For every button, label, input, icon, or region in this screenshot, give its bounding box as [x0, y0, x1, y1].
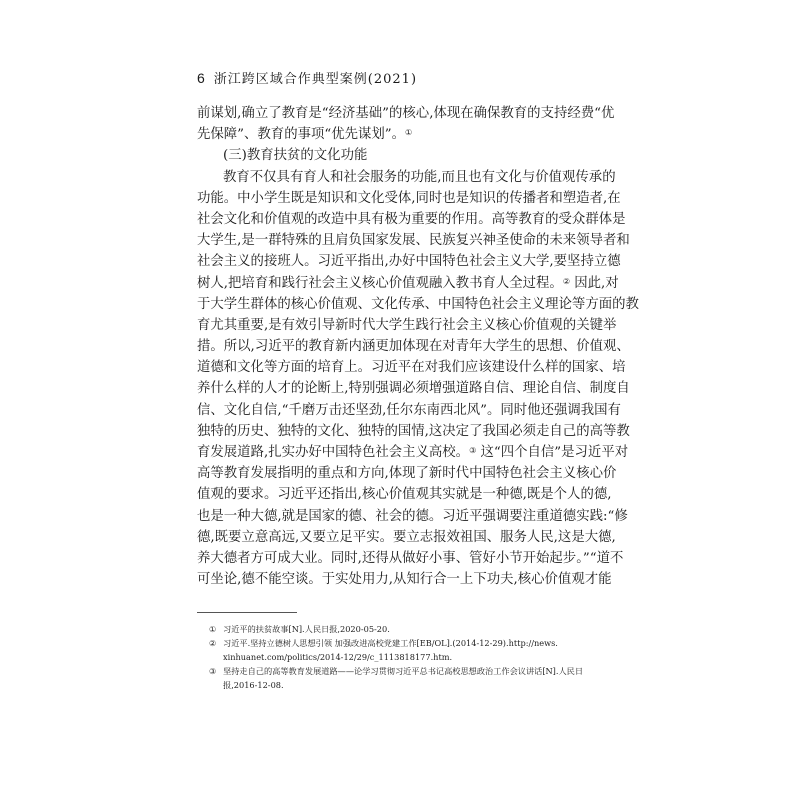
- footnotes: [197, 623, 607, 693]
- footnote-ref[interactable]: ②: [562, 276, 570, 286]
- footnote-text: 坚持走自己的高等教育发展道路——论学习贯彻习近平总书记高校思想政治工作会议讲话[N].人民日: [223, 666, 584, 677]
- body-line: [197, 294, 639, 315]
- footnote-ref[interactable]: ③: [469, 446, 477, 455]
- body-line: [197, 548, 624, 569]
- line-text: 德,既要立意高远,又要立足平实。要立志报效祖国、服务人民,这是大德,: [197, 529, 616, 545]
- body-line: [197, 400, 621, 421]
- body-line: [197, 357, 626, 378]
- body-line: [197, 188, 621, 209]
- body-line: [197, 463, 617, 484]
- book-title: 浙江跨区域合作典型案例(2021): [213, 72, 418, 87]
- body-line: [197, 506, 628, 527]
- footnote-text: 习近平.坚持立德树人思想引领 加强改进高校党建工作[EB/OL].(2014-12-29).http://news.: [223, 638, 558, 649]
- line-text: 高等教育发展指明的重点和方向,体现了新时代中国特色社会主义核心价: [197, 466, 617, 482]
- running-header: [197, 68, 417, 87]
- line-text-continued: 这“四个自信”是习近平对: [476, 445, 629, 460]
- line-text: 功能。中小学生既是知识和文化受体,同时也是知识的传播者和塑造者,在: [197, 190, 621, 206]
- line-text: 独特的历史、独特的文化、独特的国情,这决定了我国必须走自己的高等教: [197, 423, 630, 439]
- body-line: [197, 527, 616, 548]
- body-line: [197, 442, 629, 463]
- line-text: 措。所以,习近平的教育新内涵更加体现在对青年大学生的思想、价值观、: [197, 339, 630, 355]
- footnote-divider: [197, 612, 297, 613]
- line-text: 信、文化自信,“千磨万击还坚劲,任尔东南西北风”。同时他还强调我国有: [197, 402, 621, 418]
- line-text: 育发展道路,扎实办好中国特色社会主义高校。: [197, 445, 470, 460]
- footnote-ref[interactable]: ①: [405, 128, 413, 138]
- body-line: [197, 209, 626, 230]
- line-text: 大学生,是一群特殊的且肩负国家发展、民族复兴神圣使命的未来领导者和: [197, 233, 630, 249]
- footnote-text: 报,2016-12-08.: [223, 679, 284, 690]
- footnote: [197, 623, 607, 636]
- body-line: [197, 484, 612, 505]
- body-line: [197, 251, 621, 272]
- line-text: 养什么样的人才的论断上,特别强调必须增强道路自信、理论自信、制度自: [197, 381, 630, 397]
- body-text: [197, 103, 639, 590]
- footnote-mark: ②: [209, 638, 217, 649]
- footnote-mark: ③: [209, 666, 217, 677]
- body-line: [197, 273, 619, 294]
- body-line: [197, 421, 630, 442]
- body-line: [197, 103, 615, 124]
- line-text: 也是一种大德,就是国家的德、社会的德。习近平强调要注重道德实践:“修: [197, 508, 628, 524]
- line-text: 值观的要求。习近平还指出,核心价值观其实就是一种德,既是个人的德,: [197, 487, 612, 503]
- footnote-mark: ①: [209, 624, 217, 634]
- body-line: [197, 378, 630, 399]
- line-text: 社会文化和价值观的改造中具有极为重要的作用。高等教育的受众群体是: [197, 211, 626, 227]
- footnote-text: xinhuanet.com/politics/2014-12/29/c_1113818177.htm.: [223, 651, 453, 662]
- footnote: [197, 665, 607, 692]
- line-text: 可坐论,德不能空谈。于实处用力,从知行合一上下功夫,核心价值观才能: [197, 572, 612, 588]
- line-text: 道德和文化等方面的培育上。习近平在对我们应该建设什么样的国家、培: [197, 360, 626, 376]
- page-number: 6: [197, 70, 206, 86]
- body-line: [197, 569, 612, 590]
- line-text: 于大学生群体的核心价值观、文化传承、中国特色社会主义理论等方面的教: [197, 296, 639, 312]
- line-text: 社会主义的接班人。习近平指出,办好中国特色社会主义大学,要坚持立德: [197, 254, 621, 270]
- section-heading: [197, 145, 605, 166]
- line-text: 养大德者方可成大业。同时,还得从做好小事、管好小节开始起步。”“道不: [197, 550, 624, 566]
- line-text: 前谋划,确立了教育是“经济基础”的核心,体现在确保教育的支持经费“优: [197, 106, 615, 121]
- body-line: [197, 124, 605, 145]
- body-line: [197, 315, 617, 336]
- line-text: 教育不仅具有育人和社会服务的功能,而且也有文化与价值观传承的: [223, 169, 616, 185]
- footnote: [197, 637, 607, 664]
- line-text: 育尤其重要,是有效引导新时代大学生践行社会主义核心价值观的关键举: [197, 317, 617, 333]
- footnote-text: 习近平的扶贫故事[N].人民日报,2020-05-20.: [223, 624, 390, 634]
- body-line: [197, 167, 616, 188]
- line-text-continued: 因此,对: [569, 275, 619, 291]
- line-text: 树人,把培育和践行社会主义核心价值观融入教书育人全过程。: [197, 275, 563, 291]
- body-line: [197, 336, 630, 357]
- line-text: (三)教育扶贫的文化功能: [223, 148, 368, 164]
- body-line: [197, 230, 630, 251]
- line-text: 先保障”、教育的事项“优先谋划”。: [197, 127, 406, 143]
